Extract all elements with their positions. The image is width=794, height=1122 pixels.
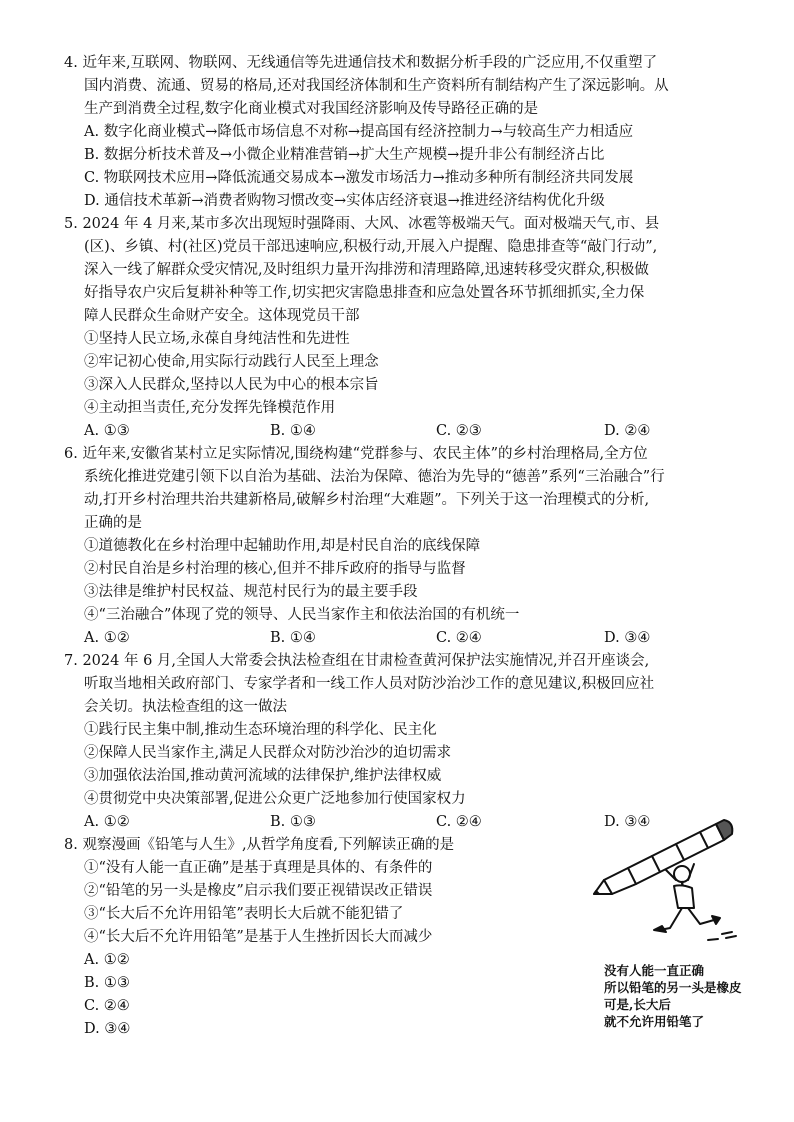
question-stem-line: 6. 近年来,安徽省某村立足实际情况,围绕构建“党群参与、农民主体”的乡村治理格局,全方位 — [64, 446, 648, 462]
question-stem-line: 系统化推进党建引领下以自治为基础、法治为保障、德治为先导的“德善”系列“三治融合”行 — [84, 469, 665, 485]
question-stem-line: 5. 2024 年 4 月来,某市多次出现短时强降雨、大风、冰雹等极端天气。面对极端天气,市、县 — [64, 216, 660, 232]
statement-item: ②保障人民当家作主,满足人民群众对防沙治沙的迫切需求 — [84, 745, 452, 761]
choice-a: A. ①② — [84, 952, 130, 968]
statement-item: ③加强依法治国,推动黄河流域的法律保护,维护法律权威 — [84, 768, 442, 784]
statement-item: ①道德教化在乡村治理中起辅助作用,却是村民自治的底线保障 — [84, 538, 481, 554]
choice-a: A. ①② — [84, 630, 130, 646]
statement-item: ③“长大后不允许用铅笔”表明长大后就不能犯错了 — [84, 906, 404, 922]
choice-d: D. ③④ — [84, 1021, 131, 1037]
choice-b: B. ①④ — [270, 630, 316, 646]
question-stem-line: 正确的是 — [84, 515, 142, 531]
choice-c: C. ②③ — [436, 423, 482, 439]
statement-item: ①坚持人民立场,永葆自身纯洁性和先进性 — [84, 331, 350, 347]
statement-item: ④主动担当责任,充分发挥先锋模范作用 — [84, 400, 336, 416]
statement-item: ③法律是维护村民权益、规范村民行为的最主要手段 — [84, 584, 418, 600]
statement-item: ②牢记初心使命,用实际行动践行人民至上理念 — [84, 354, 379, 370]
question-stem-line: 深入一线了解群众受灾情况,及时组织力量开沟排涝和清理路障,迅速转移受灾群众,积极做 — [84, 262, 649, 278]
choice-b: B. ①③ — [84, 975, 130, 991]
choice-d: D. ②④ — [604, 423, 651, 439]
statement-item: ①“没有人能一直正确”是基于真理是具体的、有条件的 — [84, 860, 433, 876]
comic-caption-line: 可是,长大后 — [604, 997, 671, 1012]
question-stem-line: 会关切。执法检查组的这一做法 — [84, 699, 287, 715]
comic-caption-line: 没有人能一直正确 — [604, 963, 705, 978]
statement-item: ②“铅笔的另一头是橡皮”启示我们要正视错误改正错误 — [84, 883, 433, 899]
question-stem-line: 7. 2024 年 6 月,全国人大常委会执法检查组在甘肃检查黄河保护法实施情况,并召开座谈会, — [64, 653, 650, 669]
statement-item: ④贯彻党中央决策部署,促进公众更广泛地参加行使国家权力 — [84, 791, 466, 807]
statement-item: ③深入人民群众,坚持以人民为中心的根本宗旨 — [84, 377, 379, 393]
option-a: A. 数字化商业模式→降低市场信息不对称→提高国有经济控制力→与较高生产力相适应 — [84, 124, 634, 140]
statement-item: ①践行民主集中制,推动生态环境治理的科学化、民主化 — [84, 722, 437, 738]
choice-c: C. ②④ — [84, 998, 130, 1014]
choice-c: C. ②④ — [436, 814, 482, 830]
option-c: C. 物联网技术应用→降低流通交易成本→激发市场活力→推动多种所有制经济共同发展 — [84, 170, 634, 186]
choice-a: A. ①③ — [84, 423, 130, 439]
choice-c: C. ②④ — [436, 630, 482, 646]
question-stem-line: 动,打开乡村治理共治共建新格局,破解乡村治理“大难题”。下列关于这一治理模式的分析, — [84, 492, 650, 508]
statement-item: ④“三治融合”体现了党的领导、人民当家作主和依法治国的有机统一 — [84, 607, 520, 623]
option-d: D. 通信技术革新→消费者购物习惯改变→实体店经济衰退→推进经济结构优化升级 — [84, 193, 605, 209]
choice-d: D. ③④ — [604, 814, 651, 830]
question-stem-line: 障人民群众生命财产安全。这体现党员干部 — [84, 308, 360, 324]
question-stem-line: (区)、乡镇、村(社区)党员干部迅速响应,积极行动,开展入户提醒、隐患排查等“敲门行动”, — [84, 239, 658, 255]
comic-caption-line: 所以铅笔的另一头是橡皮 — [604, 980, 742, 995]
question-stem-line: 好指导农户灾后复耕补种等工作,切实把灾害隐患排查和应急处置各环节抓细抓实,全力保 — [84, 285, 645, 301]
statement-item: ④“长大后不允许用铅笔”是基于人生挫折因长大而减少 — [84, 929, 433, 945]
option-b: B. 数据分析技术普及→小微企业精准营销→扩大生产规模→提升非公有制经济占比 — [84, 147, 605, 163]
question-stem-line: 生产到消费全过程,数字化商业模式对我国经济影响及传导路径正确的是 — [84, 101, 539, 117]
choice-d: D. ③④ — [604, 630, 651, 646]
choice-a: A. ①② — [84, 814, 130, 830]
choice-b: B. ①③ — [270, 814, 316, 830]
comic-caption-line: 就不允许用铅笔了 — [604, 1014, 705, 1029]
question-stem-line: 8. 观察漫画《铅笔与人生》,从哲学角度看,下列解读正确的是 — [64, 837, 455, 853]
pencil-runner-comic — [590, 808, 740, 958]
question-stem-line: 4. 近年来,互联网、物联网、无线通信等先进通信技术和数据分析手段的广泛应用,不仅重塑了 — [64, 55, 658, 71]
choice-b: B. ①④ — [270, 423, 316, 439]
question-stem-line: 国内消费、流通、贸易的格局,还对我国经济体制和生产资料所有制结构产生了深远影响。从 — [84, 78, 669, 94]
statement-item: ②村民自治是乡村治理的核心,但并不排斥政府的指导与监督 — [84, 561, 466, 577]
question-stem-line: 听取当地相关政府部门、专家学者和一线工作人员对防沙治沙工作的意见建议,积极回应社 — [84, 676, 655, 692]
